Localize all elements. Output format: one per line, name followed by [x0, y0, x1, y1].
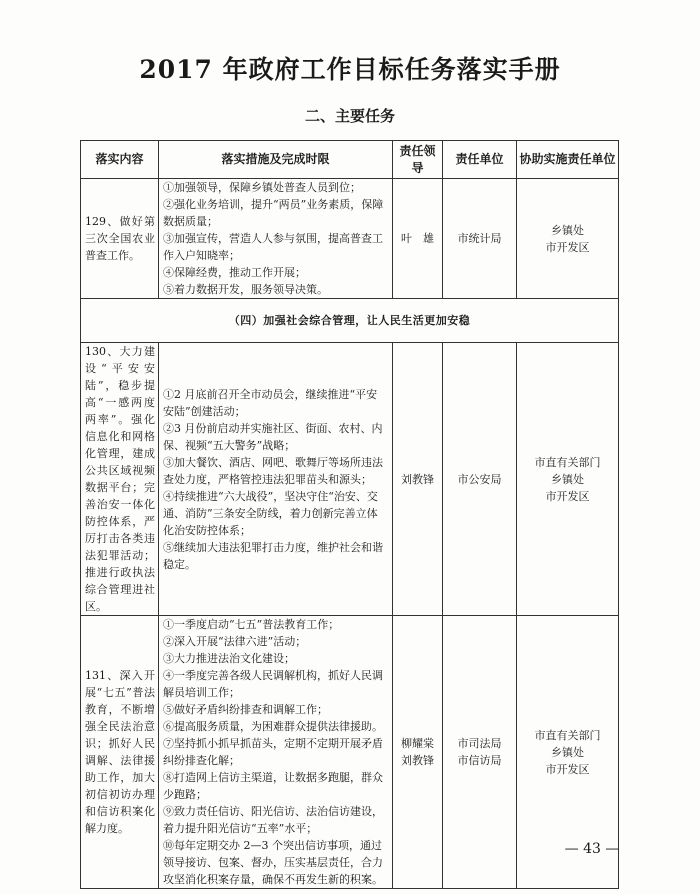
measure-item: ②3 月份前启动并实施社区、街面、农村、内保、视频“五大警务”战略； [163, 421, 383, 452]
assist-cell: 市直有关部门 乡镇处 市开发区 [517, 343, 619, 616]
task-cell: 129、做好第三次全国农业普查工作。 [81, 179, 159, 299]
measure-item: ⑦坚持抓小抓早抓苗头，定期不定期开展矛盾纠纷排查化解； [163, 737, 383, 767]
table-row [81, 616, 619, 889]
measure-item: ⑩每年定期交办 2—3 个突出信访事项，通过领导接访、包案、督办，压实基层责任，合力攻坚消化积案存量，确保不再发生新的积案。 [163, 839, 383, 886]
assist-cell: 市直有关部门 乡镇处 市开发区 [517, 616, 619, 889]
assist-cell: 乡镇处 市开发区 [517, 179, 619, 299]
measure-item: ①加强领导，保障乡镇处普查人员到位； [163, 181, 361, 194]
measure-item: ⑤着力数据开发，服务领导决策。 [163, 283, 328, 296]
measure-item: ⑧打造网上信访主渠道，让数据多跑腿，群众少跑路； [163, 771, 383, 801]
measure-item: ③加大餐饮、酒店、网吧、歌舞厅等场所违法查处力度，严格管控违法犯罪苗头和源头； [163, 455, 383, 486]
measure-item: ②深入开展“法律六进”活动； [163, 635, 307, 648]
measures-cell [159, 179, 393, 299]
measure-item: ④保障经费，推动工作开展； [163, 266, 306, 279]
section-title: 二、主要任务 [304, 107, 395, 125]
leader-cell: 叶 雄 [393, 179, 443, 299]
measure-item: ①2 月底前召开全市动员会，继续推进“平安安陆”创建活动； [163, 387, 378, 418]
header-unit: 责任单位 [443, 141, 517, 179]
measures-cell [159, 616, 393, 889]
header-measures: 落实措施及完成时限 [159, 141, 393, 179]
measure-item: ①一季度启动“七五”普法教育工作； [163, 618, 340, 631]
unit-cell: 市公安局 [443, 343, 517, 616]
leader-cell: 刘教锋 [393, 343, 443, 616]
table-row [81, 343, 619, 616]
task-cell: 131、深入开展“七五”普法教育，不断增强全民法治意识；抓好人民调解、法律援助工作，加大初信初访办理和信访积案化解力度。 [81, 616, 159, 889]
measure-item: ③加强宣传，营造人人参与氛围，提高普查工作入户知晓率； [163, 232, 383, 262]
task-cell: 130、大力建设“平安安陆”，稳步提高“一感两度两率”。强化信息化和网格化管理，建成公共区域视频数据平台；完善治安一体化防控体系，严厉打击各类违法犯罪活动；推进行政执法综合管理进社区。 [81, 343, 159, 616]
measure-item: ⑤做好矛盾纠纷排查和调解工作； [163, 703, 328, 716]
header-task: 落实内容 [81, 141, 159, 179]
category-row [81, 299, 619, 343]
page-title: 2017 年政府工作目标任务落实手册 [139, 55, 561, 84]
measure-item: ③大力推进法治文化建设； [163, 652, 295, 665]
leader-cell: 柳耀棠 刘教锋 [393, 616, 443, 889]
measure-item: ②强化业务培训，提升“两员”业务素质，保障数据质量； [163, 198, 384, 228]
unit-cell: 市司法局 市信访局 [443, 616, 517, 889]
measures-cell [159, 343, 393, 616]
category-heading: （四）加强社会综合管理，让人民生活更加安稳 [81, 299, 619, 343]
header-leader: 责任领导 [393, 141, 443, 179]
measure-item: ⑤继续加大违法犯罪打击力度，维护社会和谐稳定。 [163, 540, 383, 571]
page-number: — 43 — [564, 841, 620, 857]
unit-cell: 市统计局 [443, 179, 517, 299]
measure-item: ④一季度完善各级人民调解机构，抓好人民调解员培训工作； [163, 669, 383, 699]
header-assist: 协助实施责任单位 [517, 141, 619, 179]
task-table [80, 140, 619, 889]
measure-item: ⑨致力责任信访、阳光信访、法治信访建设，着力提升阳光信访“五率”水平； [163, 805, 383, 835]
table-header-row [81, 141, 619, 179]
table-row [81, 179, 619, 299]
measure-item: ④持续推进“六大战役”，坚决守住“治安、交通、消防”三条安全防线，着力创新完善立体化治安防控体系； [163, 489, 378, 537]
measure-item: ⑥提高服务质量，为困难群众提供法律援助。 [163, 720, 383, 733]
